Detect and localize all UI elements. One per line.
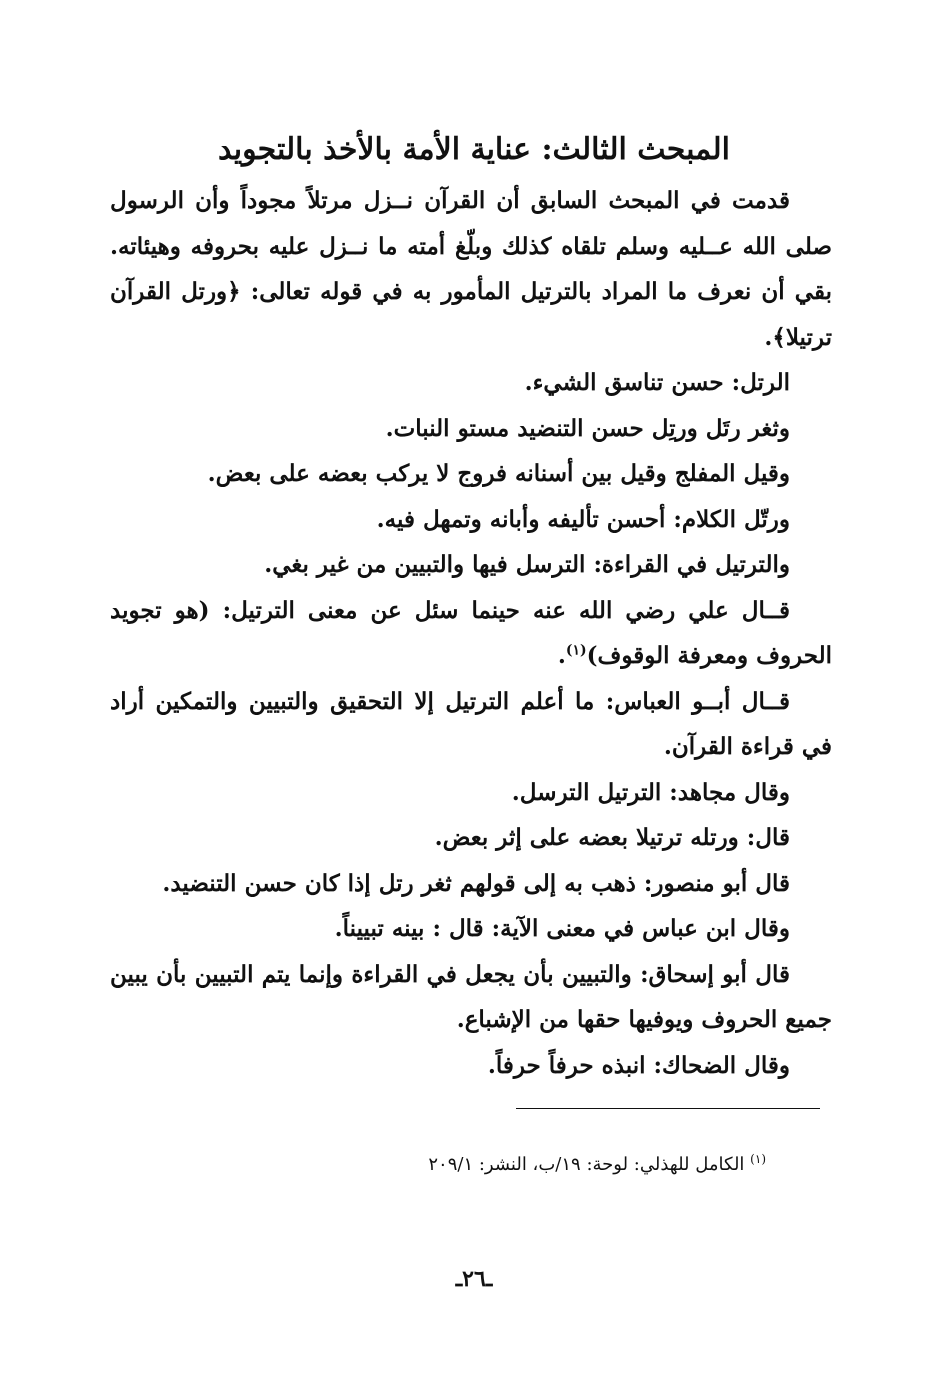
- paragraph-kalam: ورتّل الكلام: أحسن تأليفه وأبانه وتمهل فيه.: [376, 505, 790, 533]
- paragraph-qiraa: والترتيل في القراءة: الترسل فيها والتبيين من غير بغي.: [264, 551, 790, 578]
- page-number: ـ٢٦ـ: [455, 1266, 493, 1292]
- paragraph-end: .: [557, 642, 566, 669]
- paragraph-thaghr: وثغر رتَل ورتِل حسن التنضيد مستو النبات.: [385, 414, 790, 442]
- paragraph-intro: [110, 178, 832, 360]
- footnote-text: الكامل للهذلي: لوحة: ١٩/ب، النشر: ٢٠٩/١: [428, 1154, 745, 1175]
- paragraph-ibn-abbas: وقال ابن عباس في معنى الآية: قال : بينه تبييناً.: [334, 915, 790, 942]
- section-title: المبحث الثالث: عناية الأمة بالأخذ بالتجويد: [218, 132, 730, 167]
- paragraph-abu-abbas: قــال أبــو العباس: ما أعلم الترتيل إلا التحقيق والتبيين والتمكين أراد في قراءة القرآن.: [110, 687, 832, 760]
- paragraph-abu-mansur: قال أبو منصور: ذهب به إلى قولهم ثغر رتل إذا كان حسن التنضيد.: [162, 869, 790, 897]
- body-text: [110, 178, 832, 1088]
- paragraph-rattal: الرتل: حسن تناسق الشيء.: [524, 369, 790, 396]
- paragraph-ali: [110, 588, 832, 679]
- footnote-mark: (١): [750, 1152, 766, 1166]
- footnote-separator: [516, 1108, 820, 1109]
- paragraph-dahhak: وقال الضحاك: انبذه حرفاً حرفاً.: [487, 1051, 790, 1079]
- quran-verse: ﴿ورتل القرآن ترتيلا﴾: [110, 278, 832, 351]
- paragraph-mujahid: وقال مجاهد: الترتيل الترسل.: [511, 778, 790, 806]
- footnote-reference[interactable]: (١): [565, 642, 587, 659]
- paragraph-abu-ishaq: قال أبو إسحاق: والتبيين بأن يجعل في القراءة وإنما يتم التبيين بأن يبين جميع الحروف ويوفيها حقها من الإشباع.: [110, 960, 832, 1033]
- footnote: [110, 1150, 766, 1180]
- paragraph-end: .: [764, 323, 773, 351]
- paragraph-text: قدمت في المبحث السابق أن القرآن نــزل مرتلاً مجوداً وأن الرسول صلى الله عــليه وسلم تلقاه كذلك وبلّغ أمته ما نــزل عليه بحروفه وهيئاته. بقي أن نعرف ما المراد بالترتيل المأمور به في قوله تعالى:: [110, 187, 832, 305]
- paragraph-qal: قال: ورتله ترتيلا بعضه على إثر بعض.: [434, 824, 790, 851]
- paragraph-text: قــال علي رضي الله عنه حينما سئل عن معنى الترتيل: (هو تجويد الحروف ومعرفة الوقوف): [110, 596, 832, 669]
- paragraph-mufallaj: وقيل المفلج وقيل بين أسنانه فروج لا يركب بعضه على بعض.: [207, 460, 790, 487]
